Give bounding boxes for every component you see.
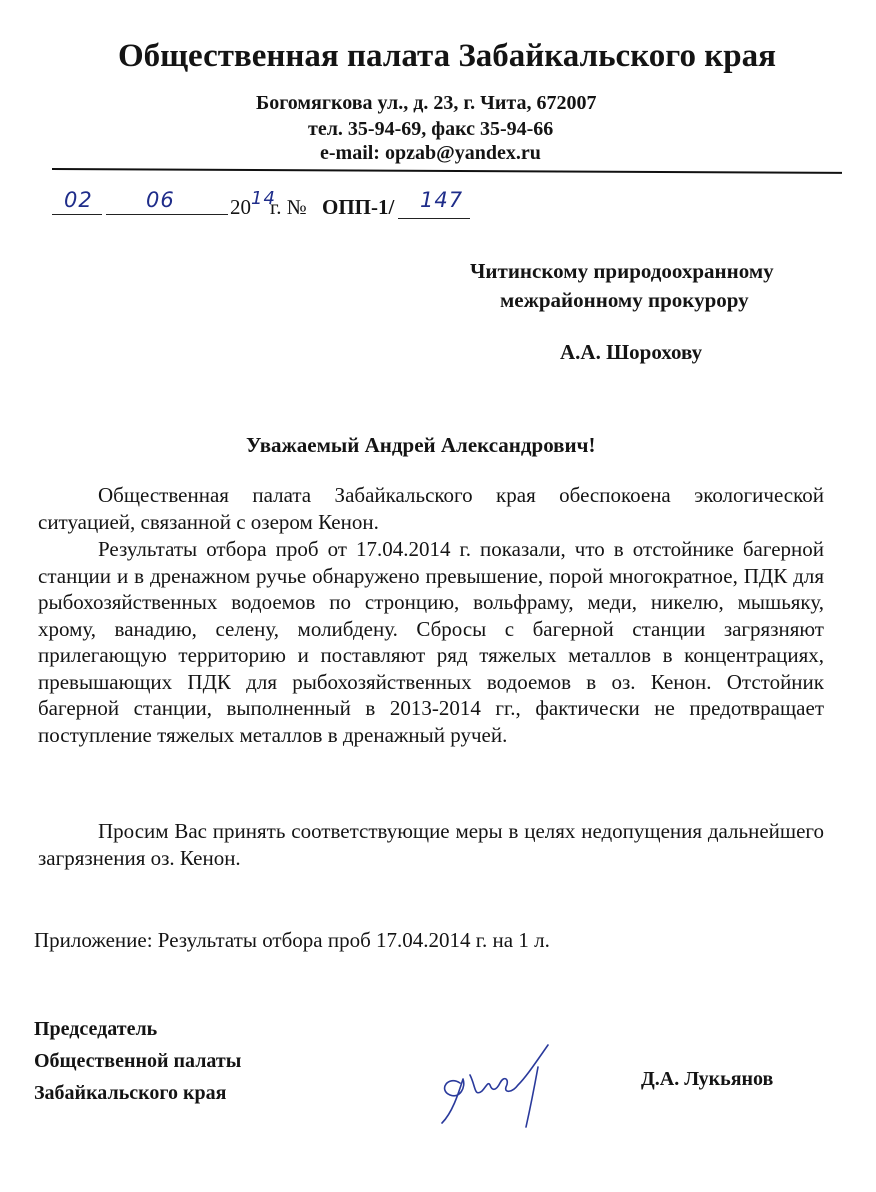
signer-position-line-3: Забайкальского края [34,1082,227,1104]
body-paragraph-1: Общественная палата Забайкальского края обеспокоена экологической ситуацией, связанной с озером Кенон. [38,483,824,534]
greeting: Уважаемый Андрей Александрович! [246,433,596,457]
date-year-prefix: 20 [230,195,251,219]
organization-email: e-mail: opzab@yandex.ru [320,142,541,164]
date-month-underline [106,214,228,215]
addressee-name: А.А. Шорохову [560,340,703,364]
reference-number-prefix: ОПП-1/ [322,195,395,219]
reference-number-handwritten: 147 [420,188,464,212]
date-year-handwritten: 14 [251,188,276,209]
date-day: 02 [64,188,93,212]
signer-position-line-1: Председатель [34,1018,158,1040]
reference-number-underline [398,218,470,219]
body-paragraph-2: Результаты отбора проб от 17.04.2014 г. показали, что в отстойнике багерной станции и в дренажном ручье обнаружено превышение, порой многократное, ПДК для рыбохозяйственных водоемов по стронцию, вольфраму, меди, никелю, мышьяку, хрому, ванадию, селену, молибдену. Сбросы с багерной станции загрязняют прилегающую территорию и поставляют ряд тяжелых металлов в концентрациях, превышающих ПДК для рыбохозяйственных водоемов в оз. Кенон. Отстойник багерной станции, выполненный в 2013-2014 гг., фактически не предотвращает поступление тяжелых металлов в дренажный ручей. [38,537,824,747]
organization-phone: тел. 35-94-69, факс 35-94-66 [308,118,554,140]
body-paragraph-3: Просим Вас принять соответствующие меры в целях недопущения дальнейшего загрязнения оз. Кенон. [38,819,824,870]
reference-number-label: г. № [270,195,307,219]
addressee-line-2: межрайонному прокурору [500,288,749,312]
date-month: 06 [146,188,175,212]
organization-address: Богомягкова ул., д. 23, г. Чита, 672007 [256,92,597,114]
letterhead-divider [52,168,842,174]
signer-position-line-2: Общественной палаты [34,1050,242,1072]
handwritten-signature [430,1035,580,1130]
addressee-line-1: Читинскому природоохранному [470,259,774,283]
date-day-underline [52,214,102,215]
organization-title: Общественная палата Забайкальского края [118,38,776,74]
appendix-note: Приложение: Результаты отбора проб 17.04.2014 г. на 1 л. [34,928,550,952]
signer-name: Д.А. Лукьянов [641,1068,774,1090]
